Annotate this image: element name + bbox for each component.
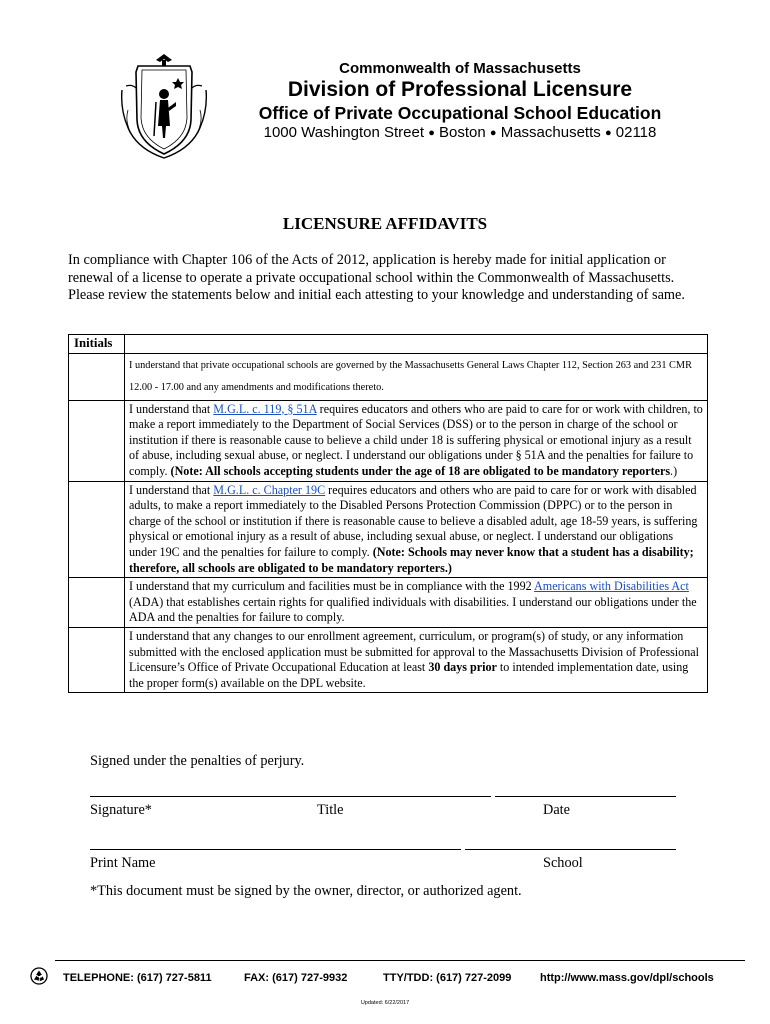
title-label: Title — [317, 802, 344, 818]
header-commonwealth: Commonwealth of Massachusetts — [339, 60, 581, 77]
initials-field[interactable] — [69, 578, 125, 628]
footer-divider — [55, 960, 745, 961]
mgl-chapter-19c-link[interactable]: M.G.L. c. Chapter 19C — [213, 482, 326, 497]
header-division: Division of Professional Licensure — [287, 78, 633, 101]
perjury-statement: Signed under the penalties of perjury. — [90, 753, 305, 769]
initials-header: Initials — [69, 335, 125, 354]
affidavit-text-post: requires educators and others who are paid to care for or work with disabled adults, to make a report immediately to the Disabled Persons Protection Commission (DPPC) or to the person in charge of the school or institution if there is reasonable cause to believe a disabled adult, age 18-59 years, is suffering physical or emotional injury as a result of abuse, including sexual abuse, or neglect. I understand our obligations under 19C and the penalties for failure to comply. — [129, 482, 698, 559]
footer-telephone: TELEPHONE: (617) 727-5811 — [63, 972, 212, 984]
affidavit-text-post: requires educators and others who are paid to care for or work with children, to make a report immediately to the Department of Social Services (DSS) or to the person in charge of the school or institution if there is reasonable cause to believe a child under 18 is suffering physical or emotional injury as a result of abuse, including sexual abuse, or neglect. I understand our obligations under § 51A and the penalties for failure to comply. — [129, 401, 703, 478]
affidavit-row-changes — [69, 627, 708, 692]
mgl-119-51a-link[interactable]: M.G.L. c. 119, § 51A — [213, 401, 317, 416]
initials-field[interactable] — [69, 481, 125, 578]
affidavit-note: (Note: All schools accepting students under the age of 18 are obligated to be mandatory reporters — [170, 463, 671, 478]
affidavit-text — [125, 481, 708, 578]
address-zip: 02118 — [615, 124, 657, 141]
signing-note: *This document must be signed by the owner, director, or authorized agent. — [90, 883, 522, 899]
affidavit-note-end: .) — [670, 463, 678, 478]
affidavit-text-pre: I understand that — [129, 401, 214, 416]
affidavit-text — [125, 578, 708, 628]
initials-field[interactable] — [69, 400, 125, 481]
affidavit-emphasis: 30 days prior — [428, 660, 497, 675]
affidavit-row-ada — [69, 578, 708, 628]
address-separator: ● — [428, 127, 435, 139]
address-state: Massachusetts — [500, 124, 601, 141]
affidavit-text — [125, 627, 708, 692]
initials-field[interactable] — [69, 353, 125, 400]
recycle-icon — [30, 967, 48, 985]
school-line[interactable] — [465, 849, 676, 850]
address-separator: ● — [604, 127, 612, 139]
affidavit-text-pre: I understand that my curriculum and facilities must be in compliance with the 1992 — [129, 579, 535, 594]
affidavit-text-pre: I understand that any changes to our enrollment agreement, curriculum, or program(s) of study, or any information submitted with the enclosed application must be submitted for approval to the Massachusetts Division of Professional Licensure’s Office of Private Occupational Education at least — [129, 628, 699, 675]
print-name-line[interactable] — [90, 849, 461, 850]
footer-website-link[interactable]: http://www.mass.gov/dpl/schools — [540, 972, 714, 984]
school-label: School — [543, 855, 583, 871]
massachusetts-seal-icon — [118, 50, 210, 160]
header-office: Office of Private Occupational School Education — [258, 103, 662, 123]
affidavit-text — [125, 400, 708, 481]
address-city: Boston — [439, 124, 486, 141]
initials-field[interactable] — [69, 627, 125, 692]
address-separator: ● — [489, 127, 497, 139]
document-title: LICENSURE AFFIDAVITS — [282, 214, 488, 233]
signature-title-line[interactable] — [90, 796, 491, 797]
updated-date: Updated: 6/22/2017 — [360, 1000, 410, 1006]
affidavit-text-pre: I understand that — [129, 482, 214, 497]
affidavit-row-governance — [69, 353, 708, 400]
intro-paragraph: In compliance with Chapter 106 of the Acts of 2012, application is hereby made for initial application or renewal of a license to operate a private occupational school within the Commonwealth of Massachusetts. Please review the statements below and initial each attesting to your knowledge and understanding of same. — [68, 252, 685, 304]
address-street: 1000 Washington Street — [263, 124, 425, 141]
statement-header — [125, 335, 708, 354]
ada-link[interactable]: Americans with Disabilities Act — [534, 579, 689, 594]
print-name-label: Print Name — [90, 855, 156, 871]
header-address — [230, 124, 690, 141]
affidavit-text-post: (ADA) that establishes certain rights for qualified individuals with disabilities. I understand our obligations under the ADA and the penalties for failure to comply. — [129, 594, 697, 625]
affidavit-note: (Note: Schools may never know that a student has a disability; therefore, all schools are obligated to be mandatory reporters.) — [129, 544, 694, 575]
affidavit-row-51a — [69, 400, 708, 481]
affidavit-text: I understand that private occupational schools are governed by the Massachusetts General Laws Chapter 112, Section 263 and 231 CMR 12.00 - 17.00 and any amendments and modifications thereto. — [125, 353, 708, 400]
table-header-row — [69, 335, 708, 354]
date-label: Date — [543, 802, 570, 818]
date-line[interactable] — [495, 796, 676, 797]
footer-tty: TTY/TDD: (617) 727-2099 — [383, 972, 512, 984]
footer-fax: FAX: (617) 727-9932 — [244, 972, 348, 984]
affidavit-text-post: to intended implementation date, using the proper form(s) available on the DPL website. — [129, 660, 689, 690]
affidavit-table — [68, 334, 708, 693]
signature-label: Signature* — [90, 802, 152, 818]
affidavit-row-19c — [69, 481, 708, 578]
